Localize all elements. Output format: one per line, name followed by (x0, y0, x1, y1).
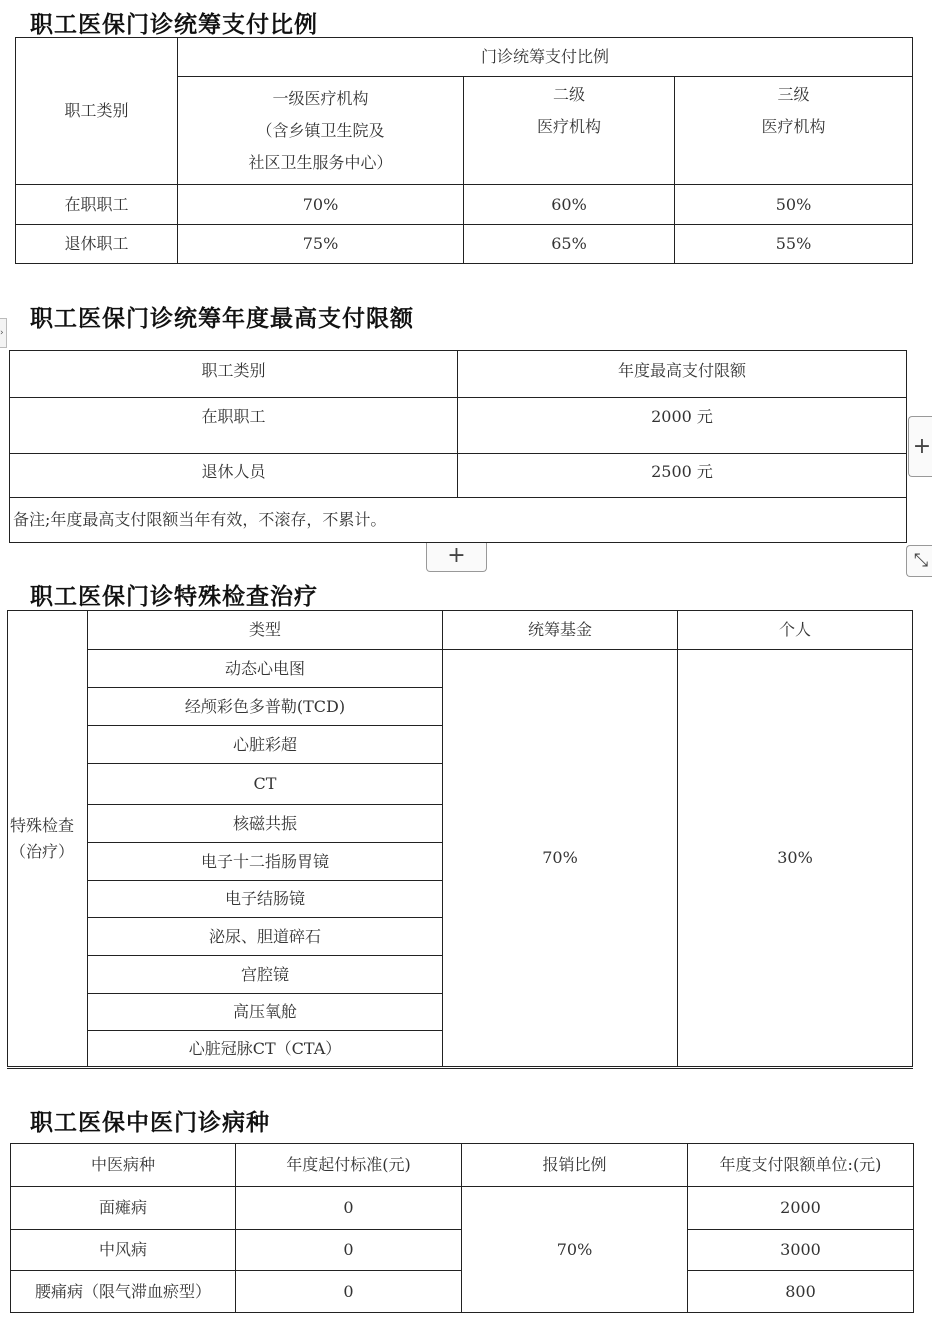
list-item: 宫腔镜 (88, 956, 443, 994)
add-column-button[interactable]: + (908, 416, 932, 477)
section3-title: 职工医保门诊特殊检查治疗 (30, 583, 318, 610)
table-row: 退休职工 75% 65% 55% (16, 225, 913, 264)
ratio-table (15, 37, 913, 264)
header-threshold: 年度起付标准(元) (236, 1144, 462, 1187)
list-item: 核磁共振 (88, 805, 443, 843)
list-item: 泌尿、胆道碎石 (88, 918, 443, 956)
resize-handle-icon[interactable]: ⤡ (906, 545, 932, 577)
header-disease: 中医病种 (11, 1144, 236, 1187)
list-item: 心脏冠脉CT（CTA） (88, 1031, 443, 1068)
special-exam-table (7, 610, 913, 1069)
table-row: 中风病 0 3000 (11, 1230, 914, 1271)
header-level2: 二级 医疗机构 (464, 77, 675, 185)
tcm-disease-table (10, 1143, 914, 1313)
fund-ratio: 70% (443, 650, 678, 1068)
section4-title: 职工医保中医门诊病种 (30, 1109, 270, 1136)
table-row: 退休人员 2500 元 (10, 454, 907, 498)
table-row: 在职职工 2000 元 (10, 398, 907, 454)
table-note: 备注;年度最高支付限额当年有效，不滚存，不累计。 (10, 498, 907, 543)
limit-table (9, 350, 907, 543)
list-item: 电子十二指肠胃镜 (88, 843, 443, 881)
row-label-special-exam: 特殊检查 （治疗） (8, 611, 88, 1068)
header-annual-limit: 年度最高支付限额 (458, 351, 907, 398)
reimbursement-ratio: 70% (462, 1187, 688, 1313)
personal-ratio: 30% (678, 650, 913, 1068)
table-row: 在职职工 70% 60% 50% (16, 185, 913, 225)
list-item: 电子结肠镜 (88, 881, 443, 918)
section2-title: 职工医保门诊统筹年度最高支付限额 (30, 305, 414, 332)
list-item: 高压氧舱 (88, 994, 443, 1031)
list-item: 动态心电图 (88, 650, 443, 688)
list-item: 心脏彩超 (88, 726, 443, 764)
header-level1: 一级医疗机构 （含乡镇卫生院及 社区卫生服务中心） (178, 77, 464, 185)
header-category: 职工类别 (10, 351, 458, 398)
section1-title: 职工医保门诊统筹支付比例 (30, 11, 318, 38)
header-fund: 统筹基金 (443, 611, 678, 650)
table-row: 腰痛病（限气滞血瘀型） 0 800 (11, 1271, 914, 1313)
header-category: 职工类别 (16, 38, 178, 185)
header-limit: 年度支付限额单位:(元) (688, 1144, 914, 1187)
table-row: 面瘫病 0 70% 2000 (11, 1187, 914, 1230)
side-handle[interactable]: › (0, 318, 7, 348)
header-type: 类型 (88, 611, 443, 650)
list-item: CT (88, 764, 443, 805)
list-item: 经颅彩色多普勒(TCD) (88, 688, 443, 726)
header-level3: 三级 医疗机构 (675, 77, 913, 185)
header-personal: 个人 (678, 611, 913, 650)
header-ratio-group: 门诊统筹支付比例 (178, 38, 913, 77)
add-row-button[interactable]: + (426, 543, 487, 572)
header-ratio: 报销比例 (462, 1144, 688, 1187)
